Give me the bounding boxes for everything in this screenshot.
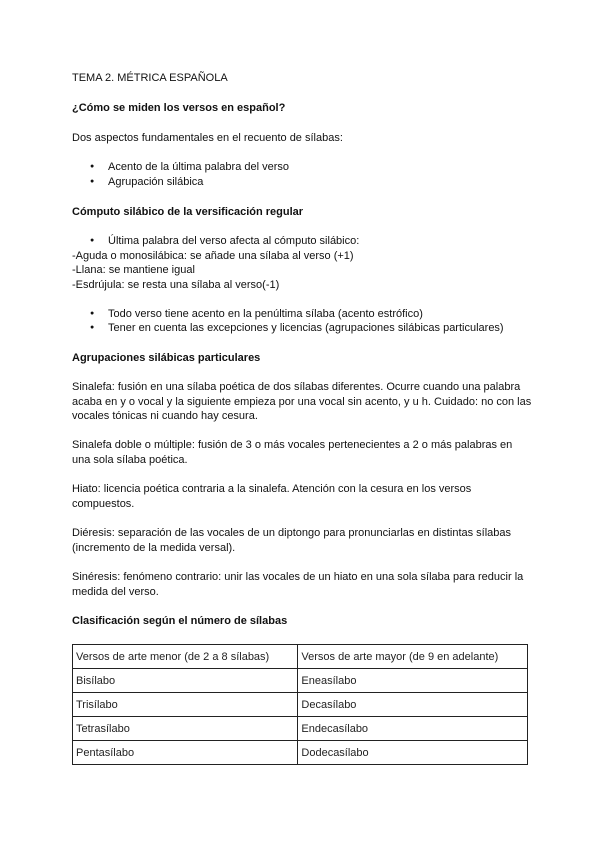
section-heading: Agrupaciones silábicas particulares [72, 352, 261, 364]
section-heading: Clasificación según el número de sílabas [72, 615, 288, 627]
table-row [73, 717, 528, 741]
text-line: -Esdrújula: se resta una sílaba al verso(-1) [72, 279, 280, 291]
bullet-item: ● Acento de la última palabra del verso [108, 160, 538, 175]
table-header-cell: Versos de arte menor (de 2 a 8 sílabas) [73, 645, 298, 669]
section-heading: Cómputo silábico de la versificación regular [72, 206, 304, 218]
table-cell: Decasílabo [298, 693, 528, 717]
text-line: -Aguda o monosilábica: se añade una sílaba al verso (+1) [72, 250, 354, 262]
bullet-item: ● Todo verso tiene acento en la penúltima sílaba (acento estrófico) [108, 307, 538, 322]
section-heading: ¿Cómo se miden los versos en español? [72, 102, 286, 114]
paragraph-sinalefa-doble: Sinalefa doble o múltiple: fusión de 3 o más vocales pertenecientes a 2 o más palabras en una sola sílaba poética. [72, 439, 513, 466]
table-cell: Trisílabo [73, 693, 298, 717]
table-header-cell: Versos de arte mayor (de 9 en adelante) [298, 645, 528, 669]
table-row [73, 669, 528, 693]
text-line: -Llana: se mantiene igual [72, 264, 195, 276]
table-header-row [73, 645, 528, 669]
table-row [73, 693, 528, 717]
bullet-item: ● Tener en cuenta las excepciones y licencias (agrupaciones silábicas particulares) [108, 321, 538, 336]
syllable-classification-table [72, 644, 528, 765]
table-cell: Tetrasílabo [73, 717, 298, 741]
table-cell: Eneasílabo [298, 669, 528, 693]
paragraph-sinalefa: Sinalefa: fusión en una sílaba poética de dos sílabas diferentes. Ocurre cuando una palabra acaba en y o vocal y la siguiente empieza por una vocal sin acento, y u h. Cuidado: no con las vocales tónicas ni cuando hay cesura. [72, 381, 532, 422]
bullet-item: ● Agrupación silábica [108, 175, 538, 190]
paragraph-hiato: Hiato: licencia poética contraria a la sinalefa. Atención con la cesura en los versos compuestos. [72, 483, 472, 510]
paragraph: Dos aspectos fundamentales en el recuento de sílabas: [72, 132, 343, 144]
table-cell: Endecasílabo [298, 717, 528, 741]
table-cell: Pentasílabo [73, 741, 298, 765]
document-title: TEMA 2. MÉTRICA ESPAÑOLA [72, 72, 228, 84]
table-row [73, 741, 528, 765]
table-cell: Dodecasílabo [298, 741, 528, 765]
bullet-item: ● Última palabra del verso afecta al cómputo silábico: [108, 234, 538, 249]
paragraph-dieresis: Diéresis: separación de las vocales de un diptongo para pronunciarlas en distintas sílabas (incremento de la medida versal). [72, 527, 512, 554]
table-cell: Bisílabo [73, 669, 298, 693]
paragraph-sineresis: Sinéresis: fenómeno contrario: unir las vocales de un hiato en una sola sílaba para reducir la medida del verso. [72, 571, 524, 598]
